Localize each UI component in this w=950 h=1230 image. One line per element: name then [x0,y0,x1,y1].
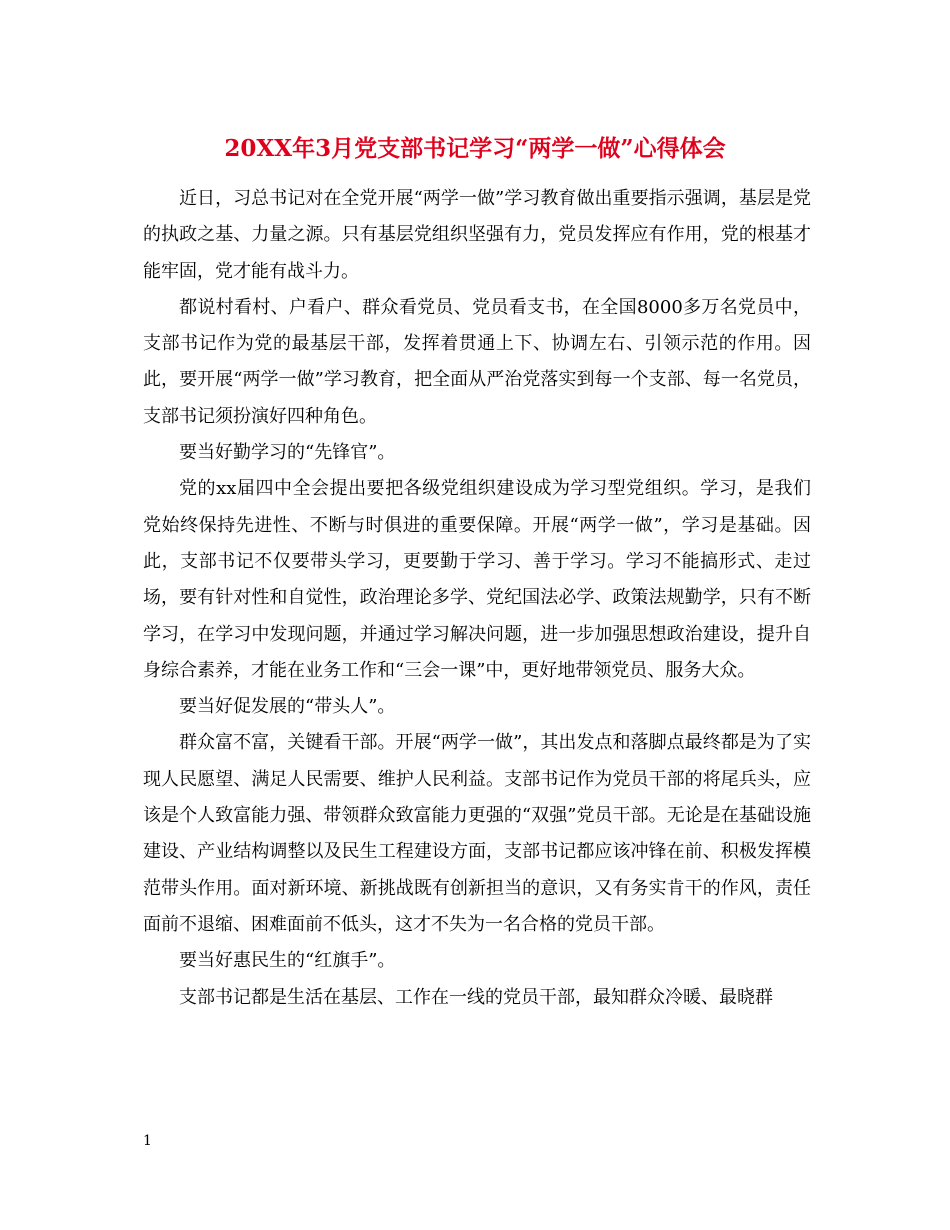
page-number: 1 [143,1133,152,1149]
paragraph-intro: 近日，习总书记对在全党开展“两学一做”学习教育做出重要指示强调，基层是党的执政之基、力量之源。只有基层党组织坚强有力，党员发挥应有作用，党的根基才能牢固，党才能有战斗力。 [143,188,811,282]
section-heading-development: 要当好促发展的“带头人”。 [179,696,396,718]
paragraph-branch-secretary-role: 都说村看村、户看户、群众看党员、党员看支书，在全国8000多万名党员中，支部书记作为党的最基层干部，发挥着贯通上下、协调左右、引领示范的作用。因此，要开展“两学一做”学习教育，把全面从严治党落实到每一个支部、每一名党员，支部书记须扮演好四种角色。 [143,296,811,427]
paragraph-development: 群众富不富，关键看干部。开展“两学一做”，其出发点和落脚点最终都是为了实现人民愿望、满足人民需要、维护人民利益。支部书记作为党员干部的将尾兵头，应该是个人致富能力强、带领群众致富能力更强的“双强”党员干部。无论是在基础设施建设、产业结构调整以及民生工程建设方面，支部书记都应该冲锋在前、积极发挥模范带头作用。面对新环境、新挑战既有创新担当的意识，又有务实肯干的作风，责任面前不退缩、困难面前不低头，这才不失为一名合格的党员干部。 [143,732,811,935]
paragraph-study: 党的xx届四中全会提出要把各级党组织建设成为学习型党组织。学习，是我们党始终保持先进性、不断与时俱进的重要保障。开展“两学一做”，学习是基础。因此，支部书记不仅要带头学习，更要勤于学习、善于学习。学习不能搞形式、走过场，要有针对性和自觉性，政治理论多学、党纪国法必学、政策法规勤学，只有不断学习，在学习中发现问题，并通过学习解决问题，进一步加强思想政治建设，提升自身综合素养，才能在业务工作和“三会一课”中，更好地带领党员、服务大众。 [143,478,811,681]
section-heading-study: 要当好勤学习的“先锋官”。 [179,442,396,464]
section-heading-livelihood: 要当好惠民生的“红旗手”。 [179,950,396,972]
paragraph-livelihood: 支部书记都是生活在基层、工作在一线的党员干部，最知群众冷暖、最晓群 [179,986,773,1008]
document-body [143,181,811,1016]
document-title: 20XX年3月党支部书记学习“两学一做”心得体会 [224,135,726,162]
